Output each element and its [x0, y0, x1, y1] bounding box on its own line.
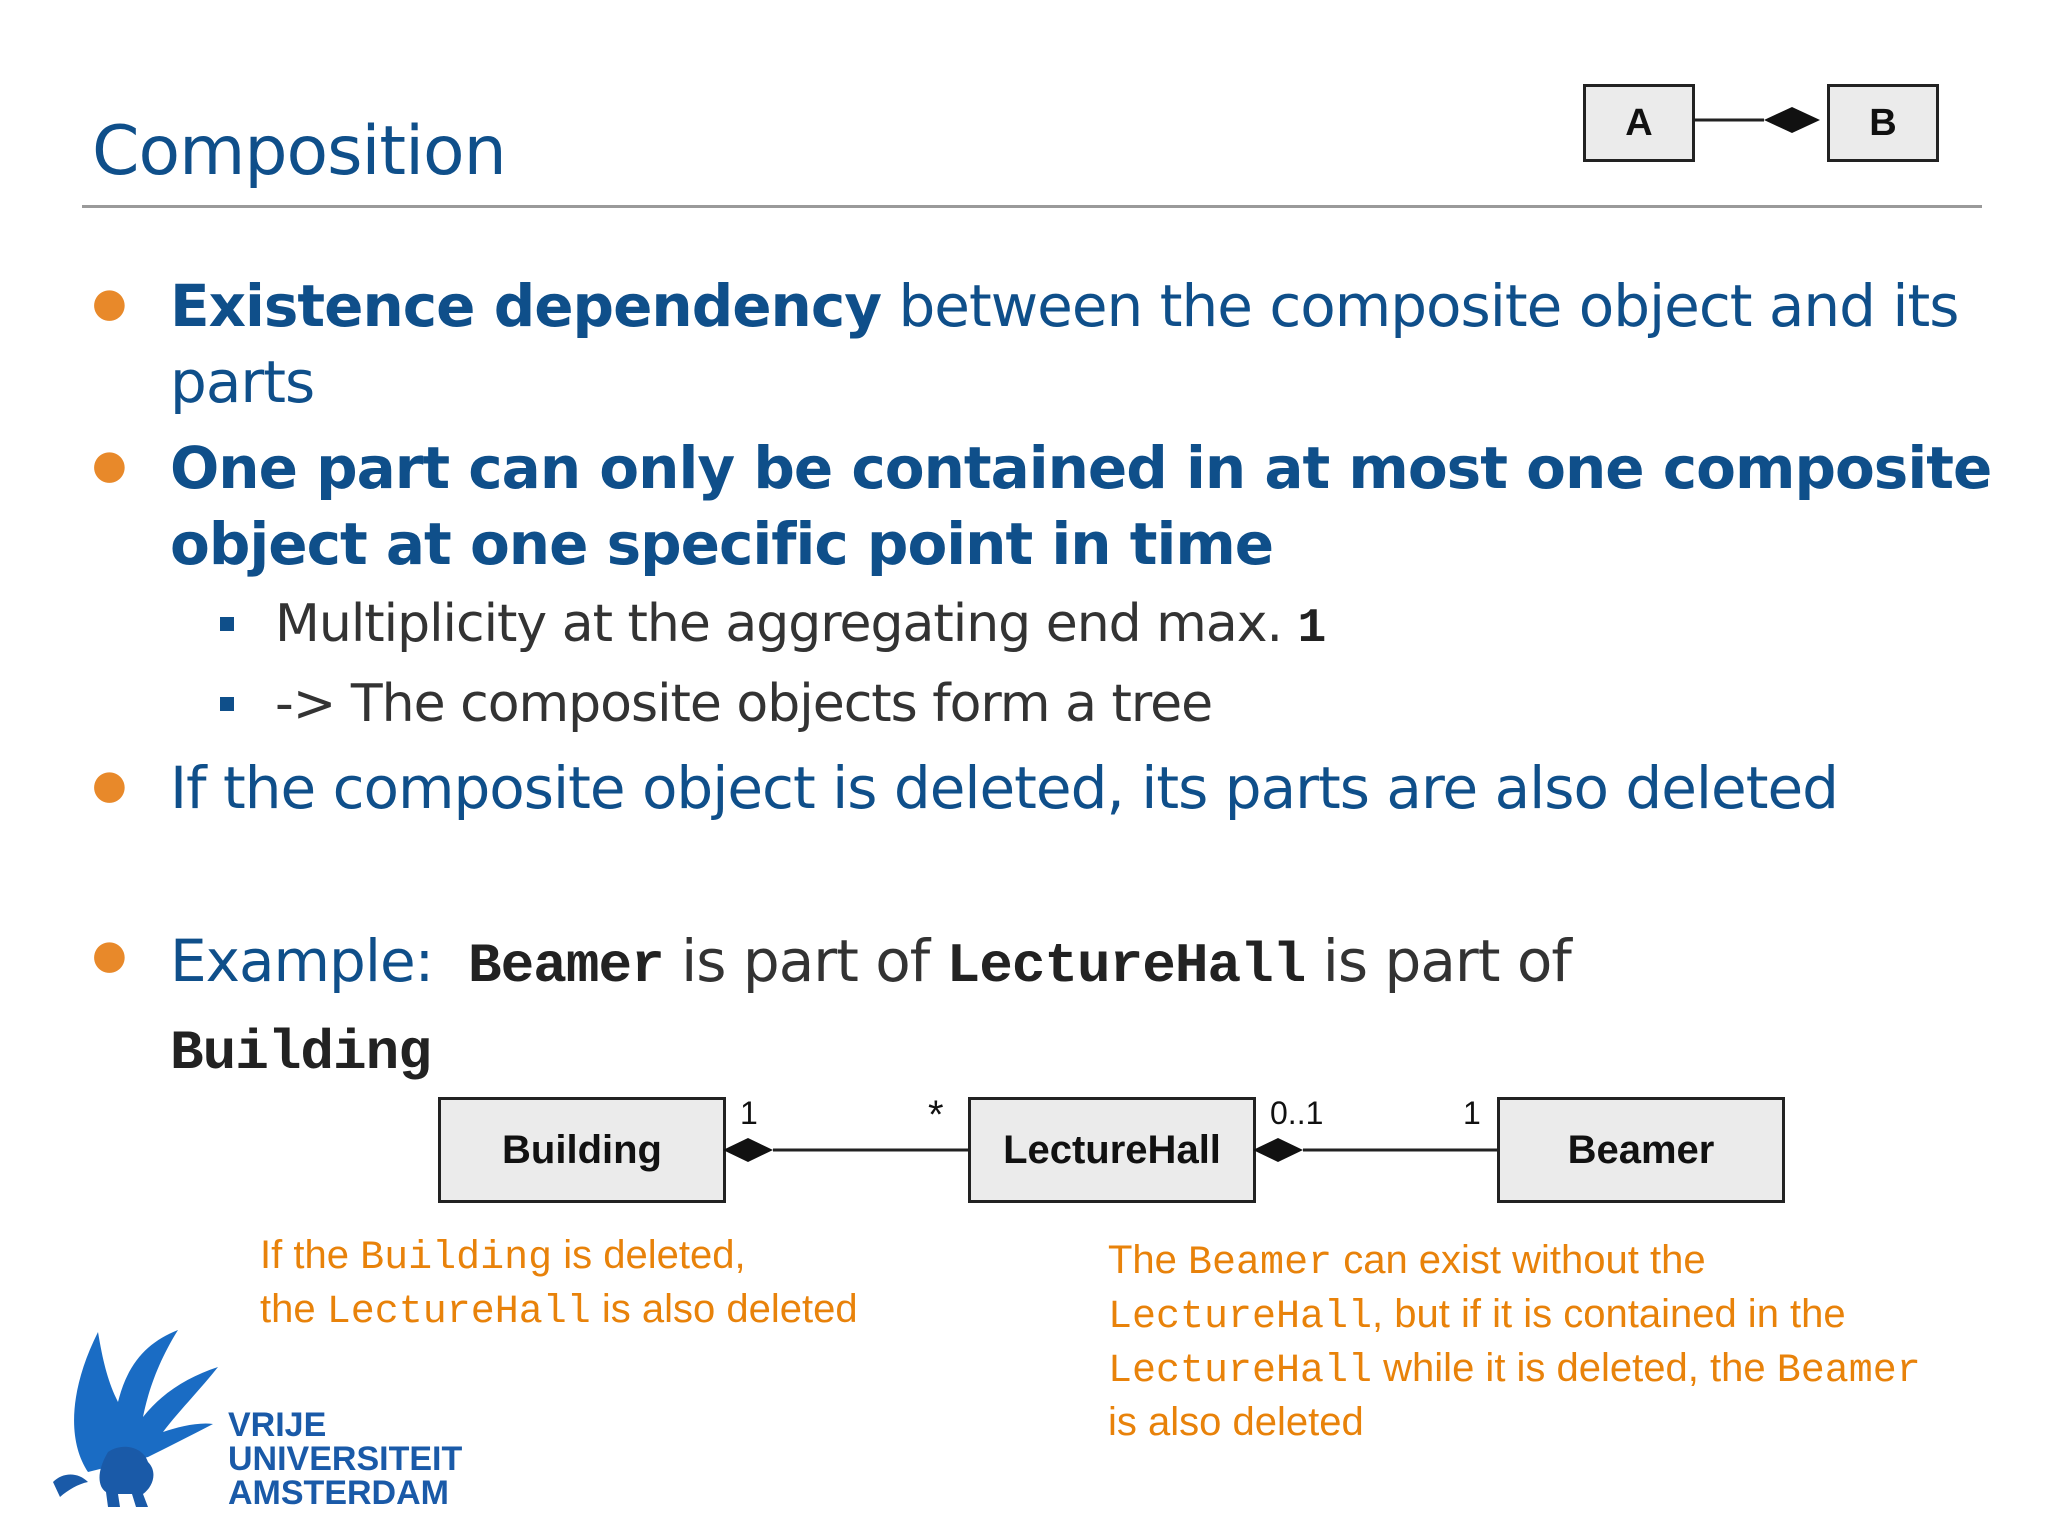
- sub-bullet-marker: [220, 617, 234, 631]
- uml-class-lecturehall: LectureHall: [968, 1097, 1256, 1203]
- corner-box-b: B: [1827, 84, 1939, 162]
- note-code: Beamer: [1188, 1241, 1333, 1286]
- note-text: If the: [260, 1233, 361, 1277]
- uml-class-beamer: Beamer: [1497, 1097, 1785, 1203]
- note-text: is deleted,: [552, 1233, 746, 1277]
- bullet-existence-dependency: [170, 268, 1959, 420]
- note-code: LectureHall: [1108, 1295, 1373, 1340]
- corner-box-a: A: [1583, 84, 1695, 162]
- note-code: Building: [360, 1236, 553, 1281]
- note-beamer-exist: [1108, 1235, 1921, 1447]
- bullet-marker: ●: [92, 762, 127, 808]
- sub-bullet-marker: [220, 697, 234, 711]
- bullet-marker: ●: [92, 280, 127, 326]
- slide-title: Composition: [92, 112, 506, 191]
- logo-text-line1: VRIJE: [228, 1406, 327, 1444]
- note-code: Beamer: [1776, 1349, 1921, 1394]
- note-code: LectureHall: [326, 1290, 591, 1335]
- logo-text-line2: UNIVERSITEIT: [228, 1440, 463, 1478]
- example-building: Building: [170, 1021, 431, 1085]
- bullet-text-continued: object at one specific point in time: [170, 510, 1274, 578]
- note-text: is also deleted: [1108, 1400, 1364, 1444]
- bullet-strong-text: Existence dependency: [170, 272, 882, 340]
- griffin-logo-icon: [48, 1322, 228, 1512]
- sub-bullet-multiplicity: [275, 592, 1325, 661]
- example-label: Example:: [170, 927, 434, 995]
- note-text: the: [260, 1287, 327, 1331]
- note-text: , but if it is contained in the: [1372, 1292, 1846, 1336]
- multiplicity-lecturehall-left: *: [928, 1093, 944, 1137]
- note-text: can exist without the: [1332, 1238, 1706, 1282]
- note-text: is also deleted: [590, 1287, 858, 1331]
- multiplicity-value: 1: [1297, 602, 1326, 656]
- bullet-marker: ●: [92, 442, 127, 488]
- bullet-marker: ●: [92, 932, 127, 978]
- bullet-example: [170, 920, 1571, 1094]
- composition-diamond-icon: [1253, 1130, 1499, 1170]
- note-code: LectureHall: [1108, 1349, 1373, 1394]
- composition-diamond-icon: [1692, 100, 1828, 140]
- multiplicity-beamer: 1: [1463, 1095, 1481, 1131]
- multiplicity-lecturehall-right: 0..1: [1270, 1095, 1324, 1131]
- bullet-text-continued: parts: [170, 348, 315, 416]
- example-lecturehall: LectureHall: [946, 934, 1306, 998]
- multiplicity-building: 1: [740, 1095, 758, 1131]
- note-building-deleted: [260, 1230, 858, 1338]
- sub-bullet-text: Multiplicity at the aggregating end max.: [275, 594, 1298, 654]
- bullet-deleted: If the composite object is deleted, its parts are also deleted: [170, 754, 1838, 822]
- example-beamer: Beamer: [468, 934, 664, 998]
- logo-text-line3: AMSTERDAM: [228, 1474, 449, 1512]
- bullet-text: One part can only be contained in at most one composite: [170, 434, 1992, 502]
- example-text: is part of: [663, 927, 947, 995]
- note-text: The: [1108, 1238, 1189, 1282]
- note-text: while it is deleted, the: [1372, 1346, 1777, 1390]
- title-divider: [82, 205, 1982, 208]
- sub-bullet-tree: -> The composite objects form a tree: [275, 674, 1213, 734]
- example-text: is part of: [1305, 927, 1571, 995]
- uml-class-building: Building: [438, 1097, 726, 1203]
- bullet-text: between the composite object and its: [881, 272, 1959, 340]
- bullet-one-part: [170, 430, 1991, 582]
